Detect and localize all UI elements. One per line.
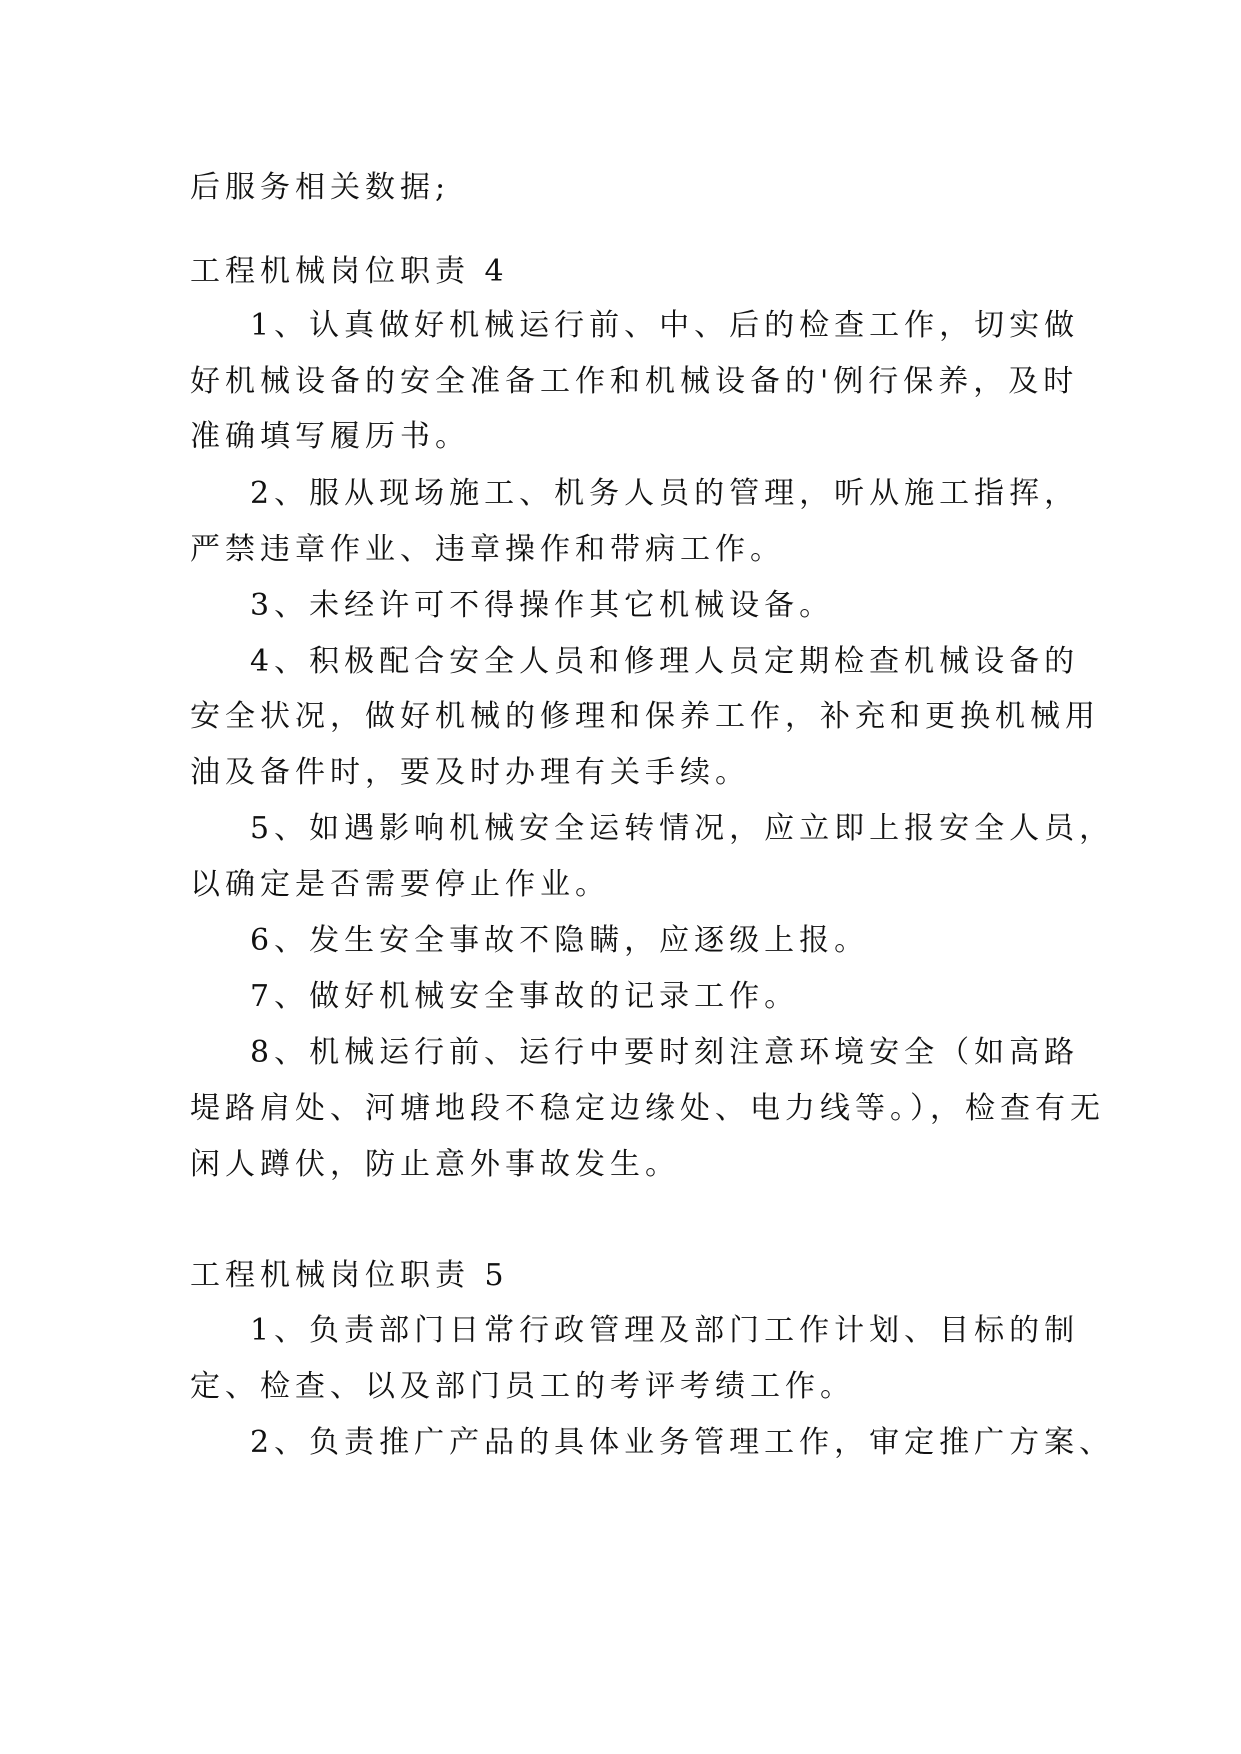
paragraph-line: 3、未经许可不得操作其它机械设备。: [250, 588, 835, 623]
paragraph-line: 定、检查、以及部门员工的考评考绩工作。: [190, 1369, 855, 1404]
paragraph-line: 4、积极配合安全人员和修理人员定期检查机械设备的: [250, 644, 1080, 679]
paragraph-line: 好机械设备的安全准备工作和机械设备的'例行保养，及时: [190, 364, 1079, 399]
paragraph-line: 堤路肩处、河塘地段不稳定边缘处、电力线等。），检查有无: [190, 1091, 1105, 1126]
section-heading: 工程机械岗位职责 5: [190, 1258, 509, 1293]
paragraph-line: 6、发生安全事故不隐瞒，应逐级上报。: [250, 923, 870, 958]
paragraph-line: 5、如遇影响机械安全运转情况，应立即上报安全人员，: [250, 811, 1115, 846]
paragraph-line: 油及备件时，要及时办理有关手续。: [190, 755, 750, 790]
paragraph-line: 严禁违章作业、违章操作和带病工作。: [190, 532, 785, 567]
text-line: 后服务相关数据;: [190, 170, 451, 205]
paragraph-line: 2、服从现场施工、机务人员的管理，听从施工指挥，: [250, 476, 1080, 511]
paragraph-line: 闲人蹲伏，防止意外事故发生。: [190, 1147, 680, 1182]
paragraph-line: 1、认真做好机械运行前、中、后的检查工作，切实做: [250, 308, 1080, 343]
paragraph-line: 8、机械运行前、运行中要时刻注意环境安全（如高路: [250, 1035, 1080, 1070]
section-heading: 工程机械岗位职责 4: [190, 254, 509, 289]
paragraph-line: 安全状况，做好机械的修理和保养工作，补充和更换机械用: [190, 699, 1100, 734]
paragraph-line: 1、负责部门日常行政管理及部门工作计划、目标的制: [250, 1313, 1080, 1348]
paragraph-line: 以确定是否需要停止作业。: [190, 867, 610, 902]
paragraph-line: 7、做好机械安全事故的记录工作。: [250, 979, 800, 1014]
paragraph-line: 准确填写履历书。: [190, 419, 470, 454]
paragraph-line: 2、负责推广产品的具体业务管理工作，审定推广方案、: [250, 1425, 1115, 1460]
